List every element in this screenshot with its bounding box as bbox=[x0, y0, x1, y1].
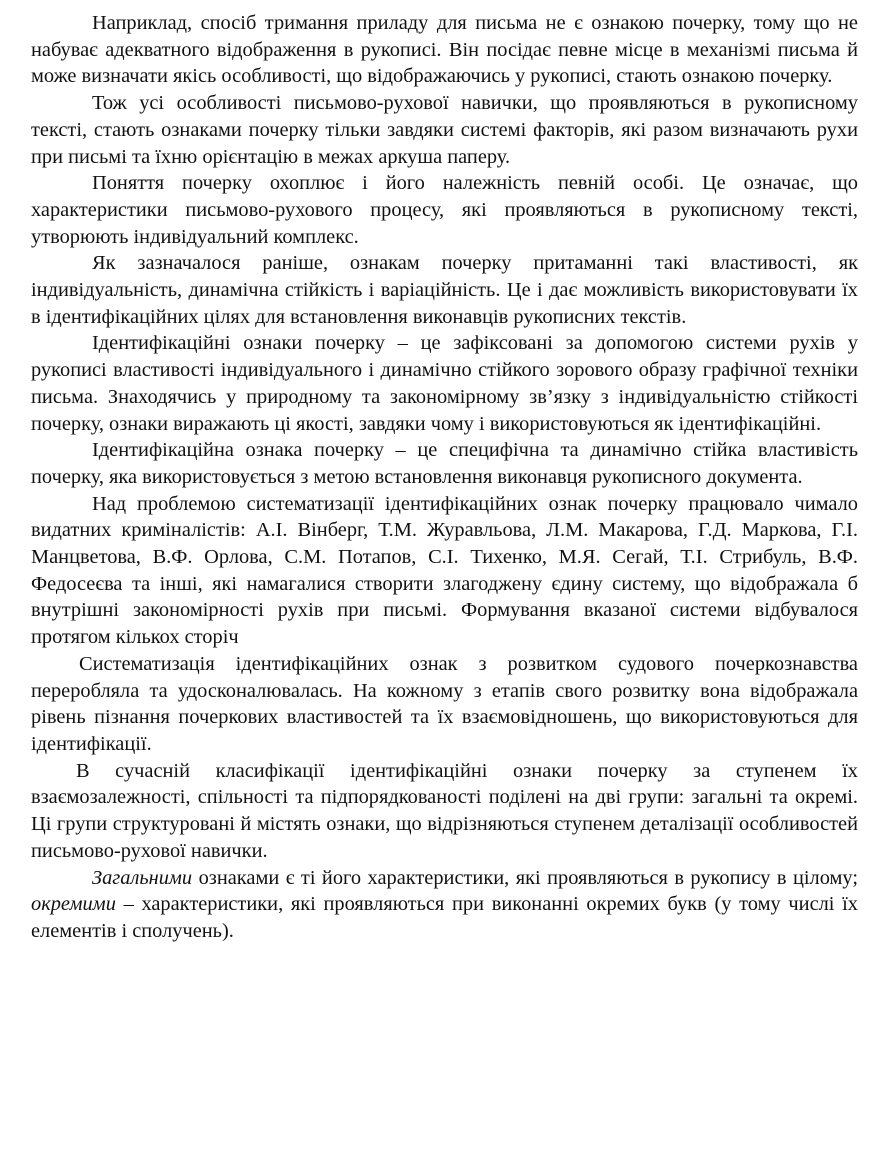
paragraph-writing-instrument: Наприклад, спосіб тримання приладу для письма не є ознакою почерку, тому що не набуває адекватного відображення в рукописі. Він посідає певне місце в механізмі письма й може визначати якісь особливості, що відображаючись у рукописі, стають ознакою почерку. bbox=[31, 12, 858, 88]
paragraph-general-and-specific bbox=[31, 865, 858, 945]
paragraph-identification-feature: Ідентифікаційна ознака почерку – це специфічна та динамічно стійка властивість почерку, яка використовується з метою встановлення виконавця рукописного документа. bbox=[31, 439, 858, 488]
italic-term-general: Загальними bbox=[92, 866, 193, 889]
text-specific-description: – характеристики, які проявляються при виконанні окремих букв (у тому числі їх елементів і сполучень). bbox=[31, 893, 858, 942]
paragraph-modern-classification: В сучасній класифікації ідентифікаційні ознаки почерку за ступенем їх взаємозалежності, спільності та підпорядкованості поділені на дві групи: загальні та окремі. Ці групи структуровані й містять ознаки, що відрізняються ступенем деталізації особливостей письмово-рухової навички. bbox=[31, 759, 858, 862]
paragraph-systematization-scholars: Над проблемою систематизації ідентифікаційних ознак почерку працювало чимало видатних криміналістів: А.І. Вінберг, Т.М. Журавльова, Л.М. Макарова, Г.Д. Маркова, Г.І. Манцветова, В.Ф. Орлова, С.М. Потапов, С.І. Тихенко, М.Я. Сегай, Т.І. Стрибуль, В.Ф. Федосеєва та інші, які намагалися створити злагоджену єдину систему, що відображала б внутрішні закономірності рухів при письмі. Формування вказаної системи відбувалося протягом кількох сторіч bbox=[31, 492, 858, 649]
paragraph-identification-features-definition: Ідентифікаційні ознаки почерку – це зафіксовані за допомогою системи рухів у рукописі властивості індивідуального і динамічно стійкого зорового образу графічної техніки письма. Знаходячись у природному та закономірному зв’язку з індивідуальністю стійкості почерку, ознаки виражають ці якості, завдяки чому і використовуються як ідентифікаційні. bbox=[31, 332, 858, 435]
italic-term-specific: окремими bbox=[31, 893, 116, 916]
paragraph-handwriting-concept: Поняття почерку охоплює і його належність певній особі. Це означає, що характеристики письмово-рухового процесу, які проявляються в рукописному тексті, утворюють індивідуальний комплекс. bbox=[31, 172, 858, 248]
paragraph-properties: Як зазначалося раніше, ознакам почерку притаманні такі властивості, як індивідуальність, динамічна стійкість і варіаційність. Це і дає можливість використовувати їх в ідентифікаційних цілях для встановлення виконавців рукописних текстів. bbox=[31, 252, 858, 328]
paragraph-motor-skill-features: Тож усі особливості письмово-рухової навички, що проявляються в рукописному тексті, стають ознаками почерку тільки завдяки системі факторів, які разом визначають рухи при письмі та їхню орієнтацію в межах аркуша паперу. bbox=[31, 92, 858, 168]
text-general-description: ознаками є ті його характеристики, які проявляються в рукопису в цілому; bbox=[192, 866, 858, 889]
paragraph-systematization-development: Систематизація ідентифікаційних ознак з розвитком судового почеркознавства переробляла та удосконалювалась. На кожному з етапів свого розвитку вона відображала рівень пізнання почеркових властивостей та їх взаємовідношень, що використовуються для ідентифікації. bbox=[31, 652, 858, 755]
